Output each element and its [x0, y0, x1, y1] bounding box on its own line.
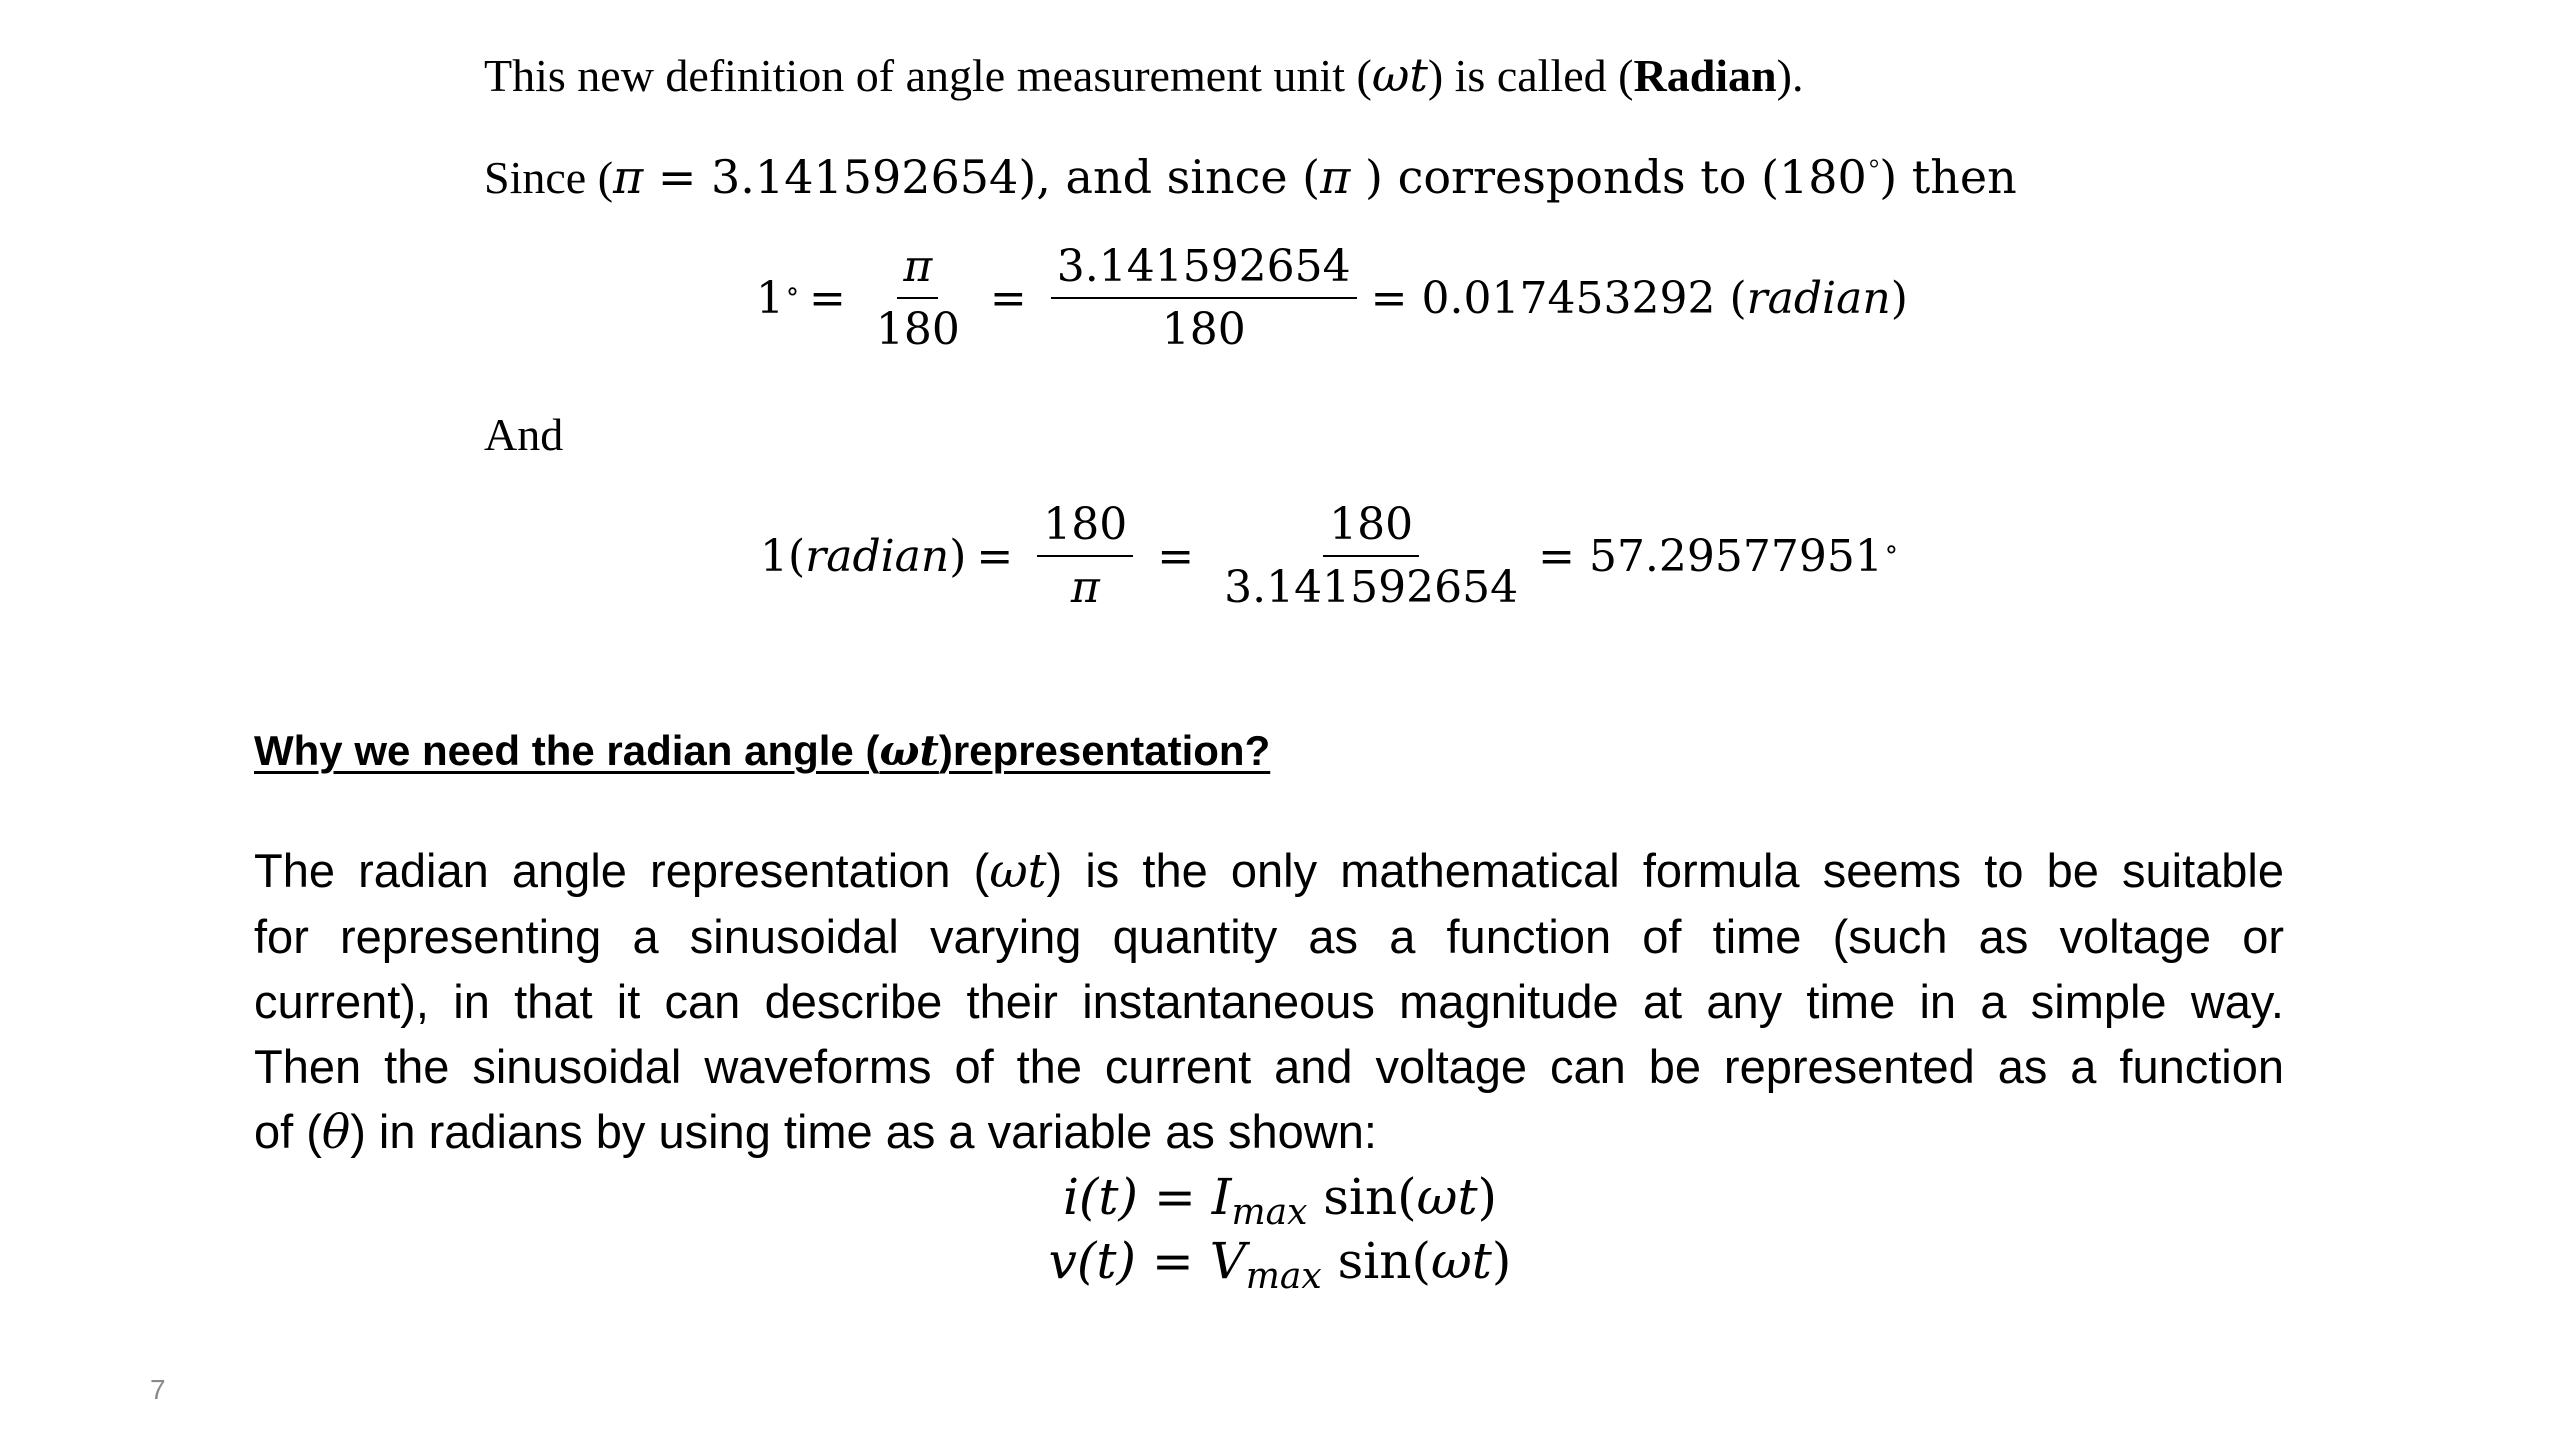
paragraph-line: The radian angle representation (ωt) is the only mathematical formula seems to be suitable — [254, 844, 2285, 899]
degree-to-radian-equation — [756, 242, 1908, 355]
eq-result: = 57.29577951 — [1538, 531, 1883, 583]
text-fragment: ) is called ( — [1427, 50, 1634, 101]
fraction-180-over-pi — [1037, 500, 1133, 613]
voltage-formula: $v(t) = V_{max}$ sin(ωt) — [1048, 1232, 1512, 1297]
fraction-numerator: 180 — [1323, 500, 1419, 557]
eq-lhs: 1 — [756, 273, 784, 325]
equals-sign: = — [809, 273, 846, 325]
paragraph-line: current), in that it can describe their instantaneous magnitude at any time in a simple way. — [254, 975, 2284, 1028]
text-fragment: This new definition of angle measurement unit ( — [484, 50, 1372, 101]
fraction-denominator: 180 — [1161, 303, 1246, 355]
text-fragment: ) corresponds to (180 — [1350, 150, 1867, 204]
text-fragment: ). — [1776, 50, 1804, 101]
page-number: 7 — [150, 1374, 166, 1405]
fraction-numerator: 3.141592654 — [1051, 242, 1357, 299]
pi-relation-line — [484, 150, 2017, 204]
fraction-180-over-value — [1218, 500, 1524, 613]
eq-lhs: 1(radian) — [760, 531, 967, 583]
fraction-value-over-180 — [1051, 242, 1357, 355]
eq-result: = 0.017453292 (radian) — [1370, 273, 1908, 325]
radian-definition-line — [484, 48, 1803, 102]
equals-sign: = — [989, 273, 1027, 325]
degree-symbol: ° — [1868, 153, 1880, 183]
paragraph-line: of (θ) in radians by using time as a variable as shown: — [254, 1105, 1377, 1160]
equals-sign: = — [1157, 531, 1195, 583]
fraction-numerator: π — [897, 242, 938, 299]
pi-symbol: π — [613, 150, 644, 204]
omega-t-symbol: ωt — [879, 726, 939, 775]
text-fragment: = 3.141592654), and since ( — [643, 150, 1321, 204]
text-fragment: ) then — [1879, 150, 2017, 204]
paragraph-line: for representing a sinusoidal varying quantity as a function of time (such as voltage or — [254, 910, 2284, 963]
degree-symbol: ° — [786, 283, 799, 314]
degree-symbol: ° — [1884, 541, 1898, 572]
fraction-denominator: π — [1070, 561, 1100, 613]
radian-term: Radian — [1633, 50, 1777, 101]
pi-symbol: π — [1320, 150, 1351, 204]
fraction-denominator: 180 — [875, 303, 960, 355]
fraction-denominator: 3.141592654 — [1224, 561, 1519, 613]
equals-sign: = — [976, 531, 1014, 583]
text-fragment: Since ( — [484, 152, 614, 203]
paragraph-line: Then the sinusoidal waveforms of the current and voltage can be represented as a function — [254, 1040, 2284, 1093]
radian-to-degree-equation — [760, 500, 1898, 613]
section-heading: Why we need the radian angle (ωt)representation? — [254, 726, 1271, 775]
current-formula: $i(t) = I_{max}$ sin(ωt) — [1062, 1168, 1498, 1233]
fraction-pi-over-180 — [870, 242, 966, 355]
and-label: And — [484, 409, 564, 460]
explanation-paragraph — [254, 838, 2284, 1165]
fraction-numerator: 180 — [1037, 500, 1133, 557]
omega-t-symbol: ωt — [1371, 48, 1428, 102]
